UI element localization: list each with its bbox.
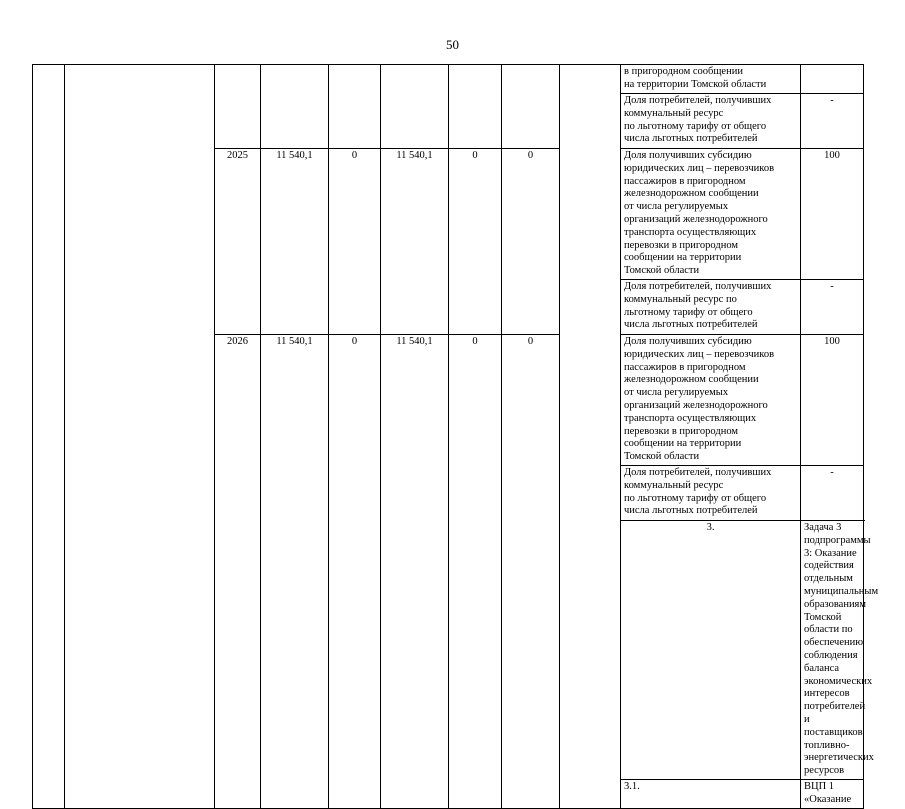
year-cell: 2025 (215, 149, 261, 335)
indicator-dolya: Доля потребителей, получивших коммунальный ресурс по льготному тарифу от общего числа льготных потребителей (621, 466, 801, 521)
indicator-value-empty (801, 65, 864, 94)
indicator-dolya: Доля потребителей, получивших коммунальный ресурс по льготному тарифу от общего числа льготных потребителей (621, 280, 801, 335)
other-cell: 0 (502, 335, 560, 809)
indicator-subsidy: Доля получивших субсидию юридических лиц – перевозчиков пассажиров в пригородном железнодорожном сообщении от числа регулируемых организаций железнодорожного транспорта осуществляющих перевозки в пригородном сообщении на территории Томской области (621, 149, 801, 280)
indicator-value: 100 (801, 149, 864, 280)
name-cell-empty (65, 65, 215, 809)
total-cell-empty (261, 65, 329, 149)
indicator-value: - (801, 94, 864, 149)
total-cell: 11 540,1 (261, 335, 329, 809)
table-row (33, 65, 864, 94)
task-description: Задача 3 подпрограммы 3: Оказание содействия отдельным муниципальным образованиям Томской области по обеспечению соблюдения баланса экономических интересов потребителей и поставщиков топливно-энергетических ресурсов (801, 521, 864, 780)
region-cell-empty (381, 65, 449, 149)
program-table (32, 64, 879, 809)
local-cell: 0 (449, 335, 502, 809)
fed-cell: 0 (329, 149, 381, 335)
indicator-value: - (801, 280, 864, 335)
other-cell-empty (502, 65, 560, 149)
fed-cell-empty (329, 65, 381, 149)
total-cell: 11 540,1 (261, 149, 329, 335)
other-cell: 0 (502, 149, 560, 335)
num-cell-empty (33, 65, 65, 809)
indicator-value: - (801, 466, 864, 521)
year-cell: 2026 (215, 335, 261, 809)
region-cell: 11 540,1 (381, 335, 449, 809)
local-cell-empty (449, 65, 502, 149)
indicator-subsidy: Доля получивших субсидию юридических лиц – перевозчиков пассажиров в пригородном железнодорожном сообщении от числа регулируемых организаций железнодорожного транспорта осуществляющих перевозки в пригородном сообщении на территории Томской области (621, 335, 801, 466)
indicator-value: 100 (801, 335, 864, 466)
row-number: 3.1. (621, 779, 801, 808)
task-number: 3. (621, 521, 801, 780)
indicator-continuation: в пригородном сообщении на территории Томской области (621, 65, 801, 94)
activity-name: ВЦП 1 «Оказание (801, 779, 864, 808)
region-cell: 11 540,1 (381, 149, 449, 335)
fed-cell: 0 (329, 335, 381, 809)
page-number: 50 (446, 37, 459, 52)
indicator-dolya: Доля потребителей, получивших коммунальный ресурс по льготному тарифу от общего числа льготных потребителей (621, 94, 801, 149)
exec-cell-empty (560, 65, 621, 809)
year-cell-empty (215, 65, 261, 149)
local-cell: 0 (449, 149, 502, 335)
